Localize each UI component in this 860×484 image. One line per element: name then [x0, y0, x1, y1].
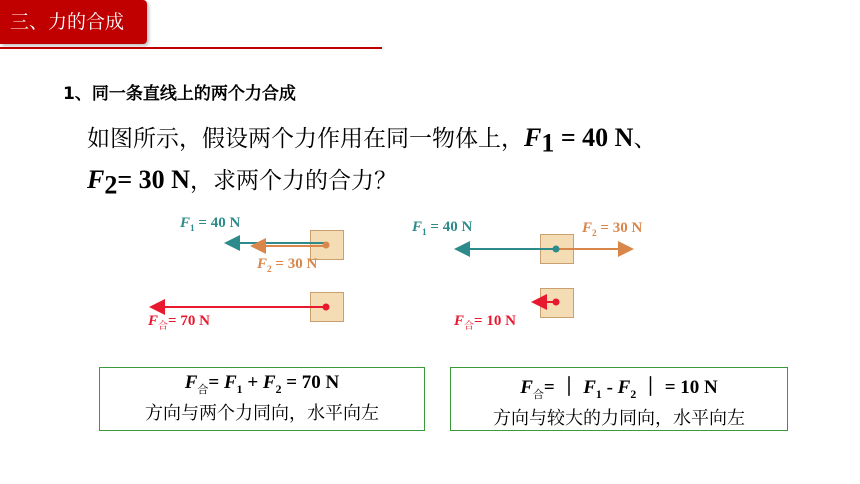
right-top-point: [553, 246, 560, 253]
f2-symbol: F: [87, 164, 105, 194]
right-bottom-point: [553, 299, 560, 306]
result-equation-right: $F_合=$ ｜ $F_1 - F_2$ ｜ = 10 N: [520, 377, 718, 401]
right-f1-label: $F_1 = 40$ N: [412, 219, 473, 238]
result-box-opposite-direction: [450, 367, 788, 431]
question-lead: 如图所示，假设两个力作用在同一物体上，: [87, 126, 524, 152]
f2-sub: 2: [104, 170, 118, 200]
f1-value: = 40 N: [554, 123, 634, 152]
question-tail: ，求两个力的合力？: [189, 167, 397, 194]
f1-symbol: F: [524, 123, 542, 152]
left-result-label: $F_合= 70$ N: [148, 313, 210, 332]
subheading: 1、同一条直线上的两个力合成: [63, 84, 296, 104]
f1-sub: 1: [541, 128, 555, 158]
question-sep: 、: [633, 126, 657, 152]
left-top-point: [323, 242, 330, 249]
left-f2-label: $F_2 = 30$ N: [257, 256, 318, 275]
result-direction-left: 方向与两个力同向，水平向左: [145, 402, 379, 424]
result-box-same-direction: [99, 367, 425, 431]
result-equation-left: $F_合= F_1 + F_2 = 70$ N: [184, 372, 340, 396]
section-title: 三、力的合成: [0, 0, 147, 44]
left-f1-label: $F_1 = 40$ N: [180, 215, 241, 234]
f2-value: = 30 N: [117, 164, 190, 194]
result-direction-right: 方向与较大的力同向，水平向左: [493, 407, 745, 429]
right-result-label: $F_合= 10$ N: [454, 313, 516, 332]
right-f2-label: $F_2 = 30$ N: [582, 220, 643, 239]
left-bottom-point: [323, 304, 330, 311]
